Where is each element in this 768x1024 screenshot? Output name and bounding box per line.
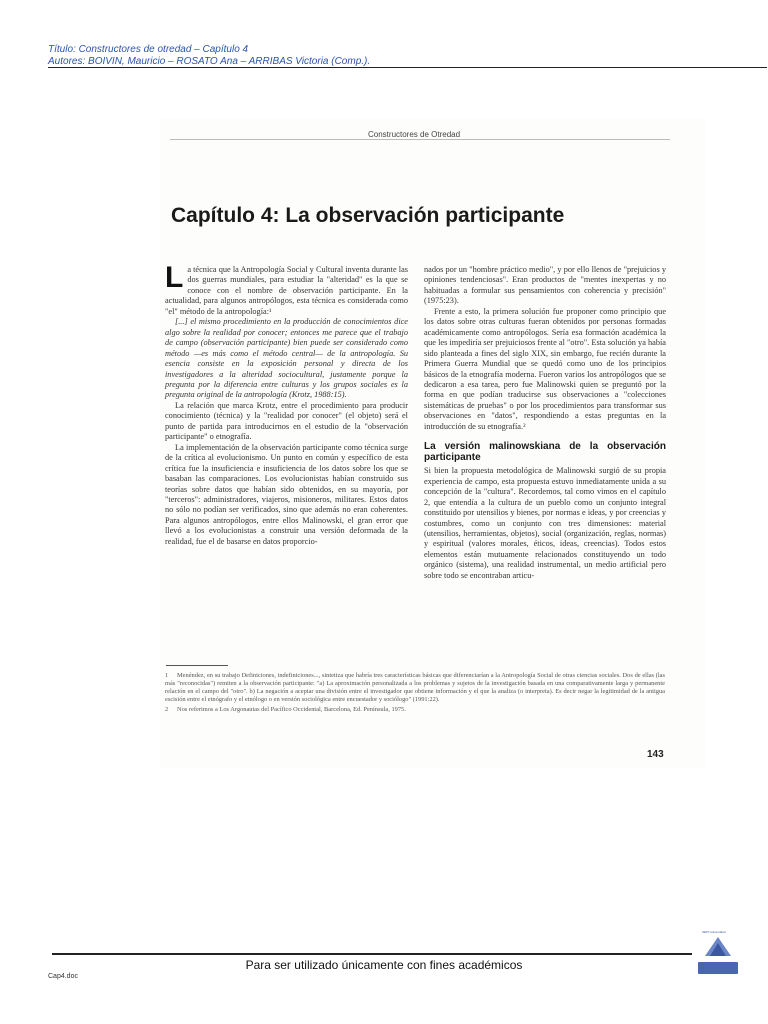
footer-note: Para ser utilizado únicamente con fines académicos [245,958,523,972]
running-head: Constructores de Otredad [368,130,461,139]
logo-mark-icon [704,936,732,960]
logo-text: SEPI Universidad [702,930,726,934]
block-quote: [...] el mismo procedimiento en la producción de conocimientos dice algo sobre la realidad por conocer; entonces me parece que el trabajo de campo (observación participante) bien puede ser considerado como método —es más como el método central— de la antropología. Su esencia consiste en la exposición personal y directa de los investigadores a la alteridad sociocultural, justamente porque la pregunta por la diferencia entre culturas y los grupos sociales es la pregunta original de la antropología (Krotz, 1988:15). [165,317,408,400]
footer-divider [52,953,692,955]
page-number: 143 [647,749,664,760]
paragraph: La implementación de la observación participante como técnica surge de la crítica al evolucionismo. Un punto en común y específico de esta crítica fue la insuficiencia e insuficiencia de los datos sobre los que se basaban las comparaciones. Los evolucionistas habían construido sus teorías sobre datos que habían sido obtenidos, en su mayoría, por "terceros": administradores, viajeros, misioneros, militares. Estos datos no sólo no podían ser verificados, sino que además no eran coherentes. Para algunos antropólogos, entre ellos Malinowski, el gran error que llevó a los evolucionistas a construir una versión deformada de la realidad, fue el de basarse en datos proporcio- [165,442,408,546]
footnote-divider [166,665,228,666]
text-column-left [165,261,408,547]
section-heading: La versión malinowskiana de la observación participante [424,441,666,464]
footnote: 2 Nos referimos a Los Argonautas del Pacífico Occidental, Barcelona, Ed. Península, 1975. [165,706,406,714]
paragraph: La relación que marca Krotz, entre el procedimiento para producir conocimiento (técnica) y la "realidad por conocer" (el objeto) será el punto de partida para introducirnos en el estudio de la "observación participante" o etnografía. [165,400,408,442]
drop-cap: L [165,261,184,294]
header-text [48,44,370,68]
footnote: 1 Menéndez, en su trabajo Definiciones, indefiniciones..., sintetiza que habría tres características básicas que diferenciarían a la Antropología Social de otras ciencias sociales. Dos de ellas (las más "reconocidas") remiten a la observación participante: "a) La aproximación personalizada a los problemas y sujetos de la investigación basada en una comparativamente larga y permanente relación en el campo del "otro". b) La negación a aceptar una división entre el investigador que obtiene información y el que la analiza (o interpreta). Es decir negar la legitimidad de la antigua escisión entre el etnógrafo y el etnólogo o en versión sociológica entre encuestador y sociólogo" (1991:22). [165,672,665,704]
intro-paragraph: La técnica que la Antropología Social y Cultural inventa durante las dos guerras mundiales, para estudiar la "alteridad" es la que se conoce con el nombre de observación participante. En la actualidad, para algunos antropólogos, esta técnica es considerada como "el" método de la antropología:¹ [165,261,408,316]
header-authors: Autores: BOIVIN, Mauricio – ROSATO Ana – ARRIBAS Victoria (Comp.). [48,56,371,67]
text-column-right [424,265,666,581]
logo-band [698,962,738,974]
paragraph: Frente a esto, la primera solución fue proponer como principio que los datos sobre otras culturas fueran obtenidos por personas formadas académicamente como antropólogos. Sería esa formación académica la que les impediría ser prejuiciosos frente al "otro". Esta solución ya había sido planteada a fines del siglo XIX, sin embargo, fue recién durante la Primera Guerra Mundial que se quedó como uno de los principios básicos de la etnografía moderna. Fueron varios los antropólogos que se dedicaron a esa tarea, pero fue Malinowski quien se preguntó por la forma en que podían traducirse sus observaciones a "colecciones sistemáticas de pruebas" o por los procedimientos para transformar sus observaciones en "datos", respondiendo a estas preguntas en la introducción de su etnografía.² [424,306,666,431]
header-title: Título: Constructores de otredad – Capítulo 4 [48,44,249,55]
university-logo [696,930,740,980]
paragraph: Si bien la propuesta metodológica de Malinowski surgió de su propia experiencia de campo, esta propuesta estuvo inmediatamente unida a su concepción de la "cultura". Recordemos, tal como vimos en el capítulo 2, que entendía a la cultura de un pueblo como un conjunto integral constituido por utensilios y bienes, por normas e ideas, y por creencias y costumbres, como un conjunto con tres dimensiones: material (utensilios, herramientas, objetos), social (organización, reglas, normas) y espiritual (valores morales, éticos, ideas, creencias). Todos estos elementos están mutuamente relacionados constituyendo un todo orgánico (sistema), una realidad instrumental, un medio artificial pero sobre todo se encontraban articu- [424,466,666,580]
paragraph: nados por un "hombre práctico medio", y por ello llenos de "prejuicios y opiniones tendenciosas". Eran productos de "mentes inexpertas y no habituadas a formular sus pensamientos con coherencia y precisión" (1975:23). [424,265,666,306]
running-head-divider [170,139,670,140]
footnotes [165,672,665,716]
chapter-title: Capítulo 4: La observación participante [171,204,565,227]
header-divider [48,67,767,68]
footer-filename: Cap4.doc [48,973,78,980]
